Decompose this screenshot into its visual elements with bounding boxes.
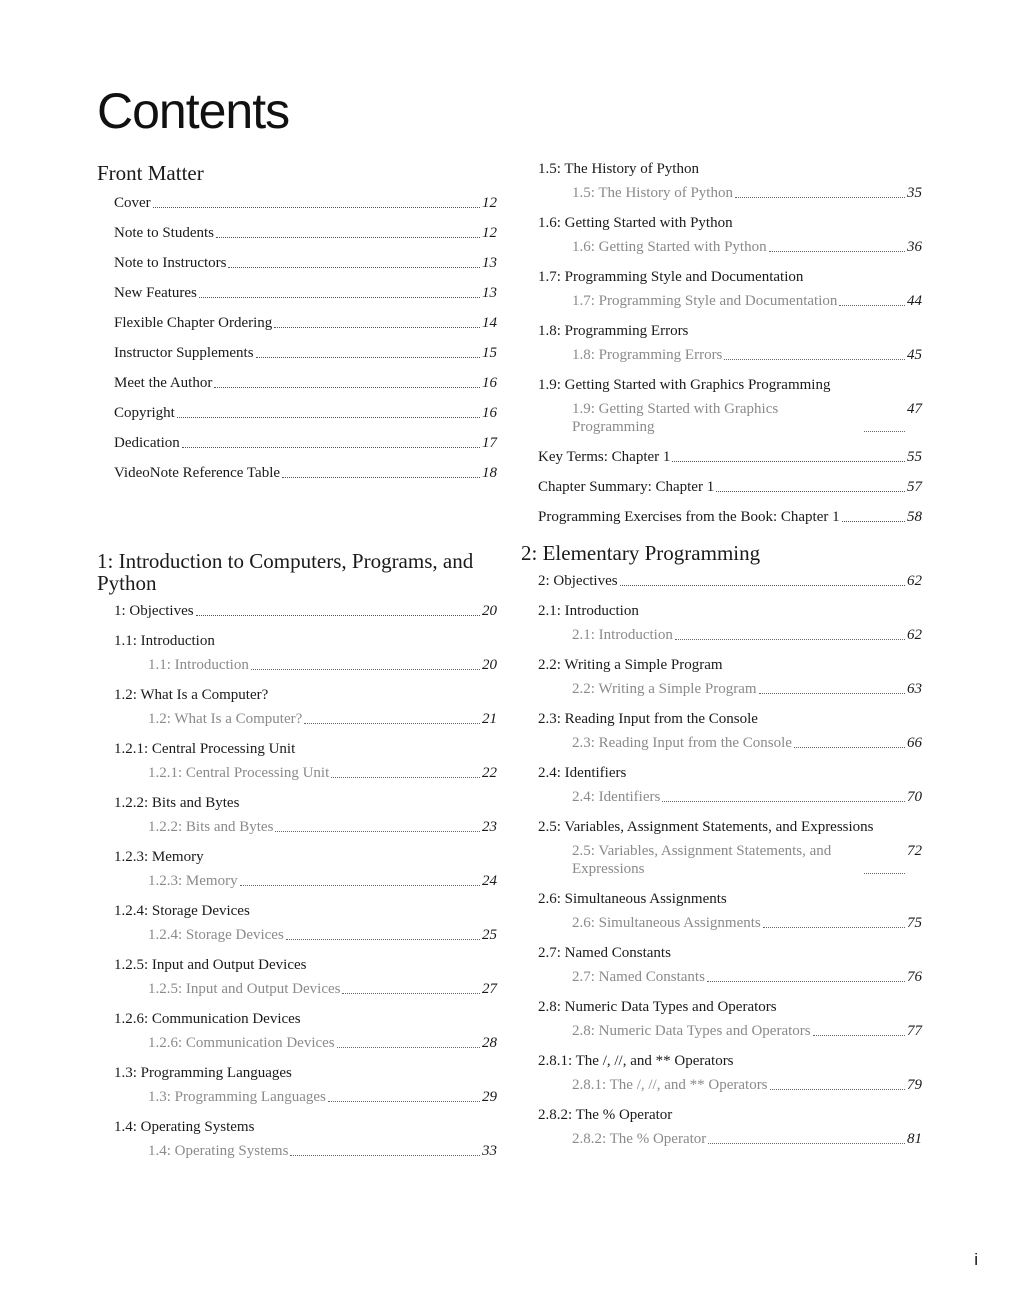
- toc-subentry[interactable]: [97, 1034, 497, 1052]
- toc-entry-label: 1: Objectives: [114, 603, 194, 619]
- toc-entry-label: 1.2.6: Communication Devices: [148, 1035, 335, 1051]
- toc-entry-label: Copyright: [114, 405, 175, 421]
- toc-entry-ch1-objectives[interactable]: [97, 602, 497, 620]
- page-title: Contents: [97, 83, 290, 139]
- toc-page-number: 22: [482, 765, 497, 781]
- toc-right-column: [521, 160, 922, 1160]
- leader-dots: [342, 993, 480, 994]
- toc-page-number: 75: [907, 915, 922, 931]
- leader-dots: [716, 491, 905, 492]
- toc-subentry[interactable]: [521, 346, 922, 364]
- leader-dots: [196, 615, 480, 616]
- leader-dots: [282, 477, 480, 478]
- toc-page-number: 70: [907, 789, 922, 805]
- chapter-2-section: [521, 542, 922, 1148]
- toc-section-heading[interactable]: 2.1: Introduction: [538, 603, 639, 619]
- toc-section-heading[interactable]: 1.2.6: Communication Devices: [114, 1011, 301, 1027]
- toc-entry-label: VideoNote Reference Table: [114, 465, 281, 481]
- leader-dots: [275, 831, 480, 832]
- leader-dots: [290, 1155, 480, 1156]
- toc-entry-label: 1.2.1: Central Processing Unit: [148, 765, 330, 781]
- leader-dots: [813, 1035, 905, 1036]
- toc-page-number: 20: [482, 603, 497, 619]
- toc-page-number: 15: [482, 345, 497, 361]
- toc-subentry[interactable]: [521, 968, 922, 986]
- toc-entry-label: 2.1: Introduction: [572, 627, 673, 643]
- leader-dots: [228, 267, 480, 268]
- toc-entry-label: 2.8.2: The % Operator: [572, 1131, 707, 1147]
- toc-section-heading[interactable]: 1.7: Programming Style and Documentation: [538, 269, 804, 285]
- leader-dots: [672, 461, 905, 462]
- toc-subentry[interactable]: [521, 184, 922, 202]
- toc-section-heading[interactable]: 1.2.3: Memory: [114, 849, 204, 865]
- toc-entry-label: 1.8: Programming Errors: [572, 347, 723, 363]
- leader-dots: [770, 1089, 905, 1090]
- toc-section-heading[interactable]: 2.3: Reading Input from the Console: [538, 711, 758, 727]
- leader-dots: [864, 431, 905, 432]
- toc-entry-front-matter[interactable]: [97, 374, 497, 392]
- leader-dots: [337, 1047, 480, 1048]
- leader-dots: [842, 521, 905, 522]
- toc-entry-front-matter[interactable]: [97, 344, 497, 362]
- leader-dots: [274, 327, 480, 328]
- chapter-1-section: [97, 550, 497, 1160]
- toc-entry-label: Instructor Supplements: [114, 345, 254, 361]
- leader-dots: [182, 447, 480, 448]
- toc-section-heading[interactable]: 1.2.2: Bits and Bytes: [114, 795, 240, 811]
- toc-entry-label: Programming Exercises from the Book: Chapter 1: [538, 509, 840, 525]
- toc-subentry[interactable]: [97, 656, 497, 674]
- toc-entry-front-matter[interactable]: [97, 464, 497, 482]
- leader-dots: [864, 873, 905, 874]
- front-matter-section: [97, 162, 497, 482]
- toc-page-number: 21: [482, 711, 497, 727]
- leader-dots: [286, 939, 480, 940]
- toc-page-number: 20: [482, 657, 497, 673]
- toc-entry-label: Key Terms: Chapter 1: [538, 449, 671, 465]
- chapter-1-list: [97, 632, 497, 1160]
- toc-subentry[interactable]: [521, 734, 922, 752]
- toc-subentry[interactable]: [97, 926, 497, 944]
- toc-entry-label: 1.2.4: Storage Devices: [148, 927, 284, 943]
- toc-page-number: 77: [907, 1023, 922, 1039]
- toc-page-number: 57: [907, 479, 922, 495]
- toc-entry-label: 1.1: Introduction: [148, 657, 249, 673]
- toc-page-number: 29: [482, 1089, 497, 1105]
- toc-entry-label: 2.6: Simultaneous Assignments: [572, 915, 761, 931]
- toc-left-column: [97, 160, 497, 1172]
- toc-section-heading[interactable]: 1.8: Programming Errors: [538, 323, 689, 339]
- toc-section-heading[interactable]: 2.7: Named Constants: [538, 945, 671, 961]
- toc-subentry[interactable]: [521, 1076, 922, 1094]
- toc-entry-label: 1.2.2: Bits and Bytes: [148, 819, 274, 835]
- toc-subentry[interactable]: [521, 1022, 922, 1040]
- toc-subentry[interactable]: [521, 626, 922, 644]
- toc-entry-label: 1.2: What Is a Computer?: [148, 711, 303, 727]
- toc-page-number: 35: [907, 185, 922, 201]
- leader-dots: [331, 777, 480, 778]
- leader-dots: [675, 639, 905, 640]
- toc-section-heading[interactable]: 1.1: Introduction: [114, 633, 215, 649]
- section-title-chapter-2: 2: Elementary Programming: [521, 541, 761, 565]
- leader-dots: [763, 927, 905, 928]
- toc-subentry[interactable]: [97, 764, 497, 782]
- toc-subentry[interactable]: [97, 980, 497, 998]
- toc-subentry[interactable]: [97, 1088, 497, 1106]
- toc-page-number: 25: [482, 927, 497, 943]
- leader-dots: [214, 387, 480, 388]
- toc-entry-label: 1.4: Operating Systems: [148, 1143, 289, 1159]
- leader-dots: [662, 801, 905, 802]
- toc-entry-label: 1.7: Programming Style and Documentation: [572, 293, 838, 309]
- toc-entry-front-matter[interactable]: [97, 224, 497, 242]
- toc-page-number: 12: [482, 225, 497, 241]
- toc-subentry[interactable]: [97, 818, 497, 836]
- toc-section-heading[interactable]: 1.2.5: Input and Output Devices: [114, 957, 307, 973]
- toc-entry-label: 1.3: Programming Languages: [148, 1089, 326, 1105]
- toc-section-heading[interactable]: 1.2: What Is a Computer?: [114, 687, 269, 703]
- toc-section-heading[interactable]: 1.9: Getting Started with Graphics Programming: [538, 377, 831, 393]
- toc-subentry[interactable]: [521, 680, 922, 698]
- toc-page-number: 16: [482, 375, 497, 391]
- leader-dots: [769, 251, 905, 252]
- toc-section-heading[interactable]: 1.3: Programming Languages: [114, 1065, 292, 1081]
- toc-subentry[interactable]: [521, 238, 922, 256]
- toc-page-number: 66: [907, 735, 922, 751]
- toc-page-number: 28: [482, 1035, 497, 1051]
- toc-subentry[interactable]: [521, 400, 922, 436]
- toc-entry-front-matter[interactable]: [97, 254, 497, 272]
- toc-page-number: 17: [482, 435, 497, 451]
- toc-entry-label: Meet the Author: [114, 375, 213, 391]
- toc-section-heading[interactable]: 2.5: Variables, Assignment Statements, and Expressions: [538, 819, 874, 835]
- leader-dots: [839, 305, 905, 306]
- toc-page-number: 62: [907, 627, 922, 643]
- toc-section-heading[interactable]: 1.2.4: Storage Devices: [114, 903, 250, 919]
- leader-dots: [328, 1101, 480, 1102]
- toc-page-number: 24: [482, 873, 497, 889]
- chapter-1-extras-list: [521, 448, 922, 526]
- leader-dots: [177, 417, 480, 418]
- toc-entry-label: 1.2.5: Input and Output Devices: [148, 981, 341, 997]
- toc-entry-front-matter[interactable]: [97, 314, 497, 332]
- toc-entry-front-matter[interactable]: [97, 284, 497, 302]
- toc-page-number: 27: [482, 981, 497, 997]
- leader-dots: [153, 207, 480, 208]
- toc-entry-label: Note to Students: [114, 225, 214, 241]
- toc-page-number: 47: [907, 401, 922, 417]
- leader-dots: [735, 197, 905, 198]
- leader-dots: [240, 885, 480, 886]
- toc-entry-ch2-objectives[interactable]: [521, 572, 922, 590]
- leader-dots: [707, 981, 905, 982]
- toc-section-heading[interactable]: 2.4: Identifiers: [538, 765, 627, 781]
- toc-section-heading[interactable]: 2.6: Simultaneous Assignments: [538, 891, 727, 907]
- toc-page-number: 18: [482, 465, 497, 481]
- toc-section-heading[interactable]: 1.2.1: Central Processing Unit: [114, 741, 296, 757]
- toc-section-heading[interactable]: 2.8.2: The % Operator: [538, 1107, 673, 1123]
- toc-subentry[interactable]: [97, 710, 497, 728]
- leader-dots: [724, 359, 905, 360]
- section-title-front-matter: Front Matter: [97, 161, 204, 185]
- front-matter-list: [97, 194, 497, 482]
- leader-dots: [620, 585, 905, 586]
- toc-entry-label: Chapter Summary: Chapter 1: [538, 479, 715, 495]
- toc-section-heading[interactable]: 1.4: Operating Systems: [114, 1119, 255, 1135]
- toc-entry-label: 2.4: Identifiers: [572, 789, 661, 805]
- toc-page-number: 81: [907, 1131, 922, 1147]
- toc-page-number: 45: [907, 347, 922, 363]
- toc-page-number: 12: [482, 195, 497, 211]
- toc-subentry[interactable]: [521, 292, 922, 310]
- toc-entry-label: Cover: [114, 195, 151, 211]
- toc-section-heading[interactable]: 1.6: Getting Started with Python: [538, 215, 733, 231]
- toc-entry-chapter-extra[interactable]: [521, 508, 922, 526]
- leader-dots: [759, 693, 905, 694]
- toc-page-number: 23: [482, 819, 497, 835]
- toc-entry-label: 1.9: Getting Started with Graphics Programming: [572, 401, 779, 435]
- toc-section-heading[interactable]: 2.2: Writing a Simple Program: [538, 657, 723, 673]
- leader-dots: [256, 357, 480, 358]
- page-number: i: [974, 1250, 978, 1269]
- toc-entry-label: Flexible Chapter Ordering: [114, 315, 273, 331]
- toc-entry-front-matter[interactable]: [97, 434, 497, 452]
- leader-dots: [216, 237, 480, 238]
- chapter-1-continued-list: [521, 160, 922, 436]
- toc-page-number: 13: [482, 285, 497, 301]
- toc-page-number: 13: [482, 255, 497, 271]
- toc-section-heading[interactable]: 1.5: The History of Python: [538, 161, 699, 177]
- toc-entry-front-matter[interactable]: [97, 194, 497, 212]
- toc-page-number: 58: [907, 509, 922, 525]
- leader-dots: [199, 297, 480, 298]
- toc-page-number: 76: [907, 969, 922, 985]
- toc-page-number: 36: [907, 239, 922, 255]
- toc-page-number: 16: [482, 405, 497, 421]
- toc-page-number: 44: [907, 293, 922, 309]
- toc-page-number: 72: [907, 843, 922, 859]
- leader-dots: [708, 1143, 905, 1144]
- toc-entry-label: 1.5: The History of Python: [572, 185, 733, 201]
- toc-entry-label: 2.8.1: The /, //, and ** Operators: [572, 1077, 768, 1093]
- toc-entry-label: 1.6: Getting Started with Python: [572, 239, 767, 255]
- toc-page-number: 79: [907, 1077, 922, 1093]
- toc-page-number: 62: [907, 573, 922, 589]
- toc-subentry[interactable]: [521, 788, 922, 806]
- toc-entry-label: 2.5: Variables, Assignment Statements, and Expressions: [572, 843, 832, 877]
- leader-dots: [251, 669, 480, 670]
- toc-page-number: 14: [482, 315, 497, 331]
- section-title-chapter-1: 1: Introduction to Computers, Programs, and Python: [97, 549, 474, 595]
- leader-dots: [794, 747, 905, 748]
- toc-entry-label: 2.8: Numeric Data Types and Operators: [572, 1023, 811, 1039]
- toc-subentry[interactable]: [521, 1130, 922, 1148]
- toc-section-heading[interactable]: 2.8.1: The /, //, and ** Operators: [538, 1053, 734, 1069]
- toc-entry-label: 1.2.3: Memory: [148, 873, 238, 889]
- toc-entry-label: 2: Objectives: [538, 573, 618, 589]
- toc-subentry[interactable]: [97, 1142, 497, 1160]
- toc-subentry[interactable]: [521, 914, 922, 932]
- toc-entry-front-matter[interactable]: [97, 404, 497, 422]
- toc-entry-label: 2.3: Reading Input from the Console: [572, 735, 792, 751]
- toc-subentry[interactable]: [97, 872, 497, 890]
- leader-dots: [304, 723, 480, 724]
- toc-entry-chapter-extra[interactable]: [521, 478, 922, 496]
- chapter-2-list: [521, 602, 922, 1148]
- toc-section-heading[interactable]: 2.8: Numeric Data Types and Operators: [538, 999, 777, 1015]
- toc-entry-label: Dedication: [114, 435, 180, 451]
- toc-subentry[interactable]: [521, 842, 922, 878]
- toc-entry-label: 2.7: Named Constants: [572, 969, 705, 985]
- toc-page-number: 63: [907, 681, 922, 697]
- toc-page-number: 33: [482, 1143, 497, 1159]
- toc-entry-label: 2.2: Writing a Simple Program: [572, 681, 757, 697]
- toc-page-number: 55: [907, 449, 922, 465]
- toc-entry-chapter-extra[interactable]: [521, 448, 922, 466]
- toc-entry-label: New Features: [114, 285, 197, 301]
- toc-entry-label: Note to Instructors: [114, 255, 227, 271]
